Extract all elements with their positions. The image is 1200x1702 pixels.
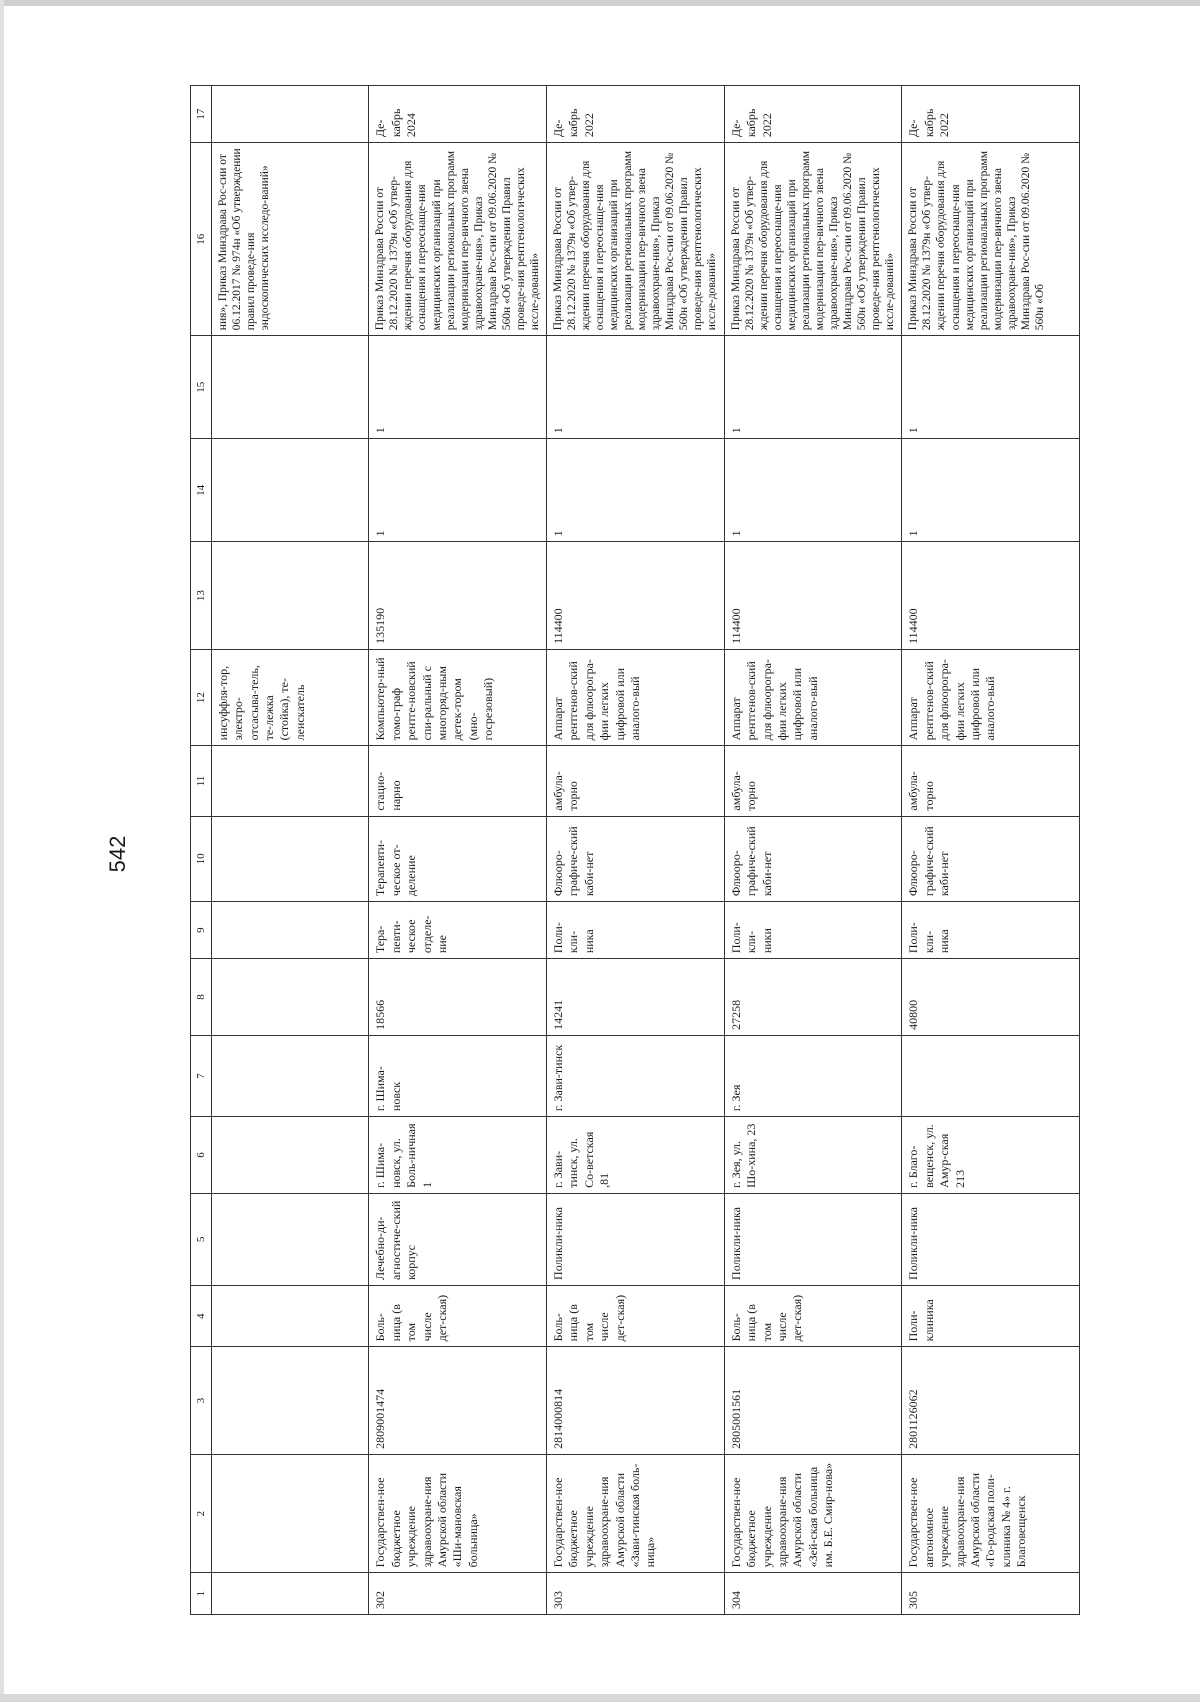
regulation-cell: Приказ Минздрава России от 28.12.2020 № 1379н «Об утвер-ждении перечня оборудования для оснащения и переоснаще-ния медицинских организаций при реализации региональных программ модернизации пер-вичного звена здравоохране-ния», Приказ Минздрава Рос-сии от 09.06.2020 № 560н «Об утверждении Правил проведе-ния рентгенологических иссле-дований» bbox=[724, 143, 902, 336]
facility-type-cell: Боль-ница (в том числе дет-ская) bbox=[369, 1285, 547, 1346]
settlement-cell: г. Зави-тинск bbox=[547, 1035, 725, 1116]
regulation-cell: Приказ Минздрава России от 28.12.2020 № 1379н «Об утвер-ждении перечня оборудования для оснащения и переоснаще-ния медицинских организаций при реализации региональных программ модернизации пер-вичного звена здравоохране-ния», Приказ Минздрава Рос-сии от 09.06.2020 № 560н «Об утверждении Правил проведе-ния рентгенологических иссле-дований» bbox=[369, 143, 547, 336]
equipment-cell: Аппарат рентгенов-ский для флюорогра-фии легких цифровой или аналого-вый bbox=[724, 649, 902, 746]
quantity-cell: 1 bbox=[902, 336, 1080, 439]
column-number: 12 bbox=[191, 649, 212, 746]
regulation-cell: Приказ Минздрава России от 28.12.2020 № 1379н «Об утвер-ждении перечня оборудования для оснащения и переоснаще-ния медицинских организаций при реализации региональных программ модернизации пер-вичного звена здравоохране-ния», Приказ Минздрава Рос-сии от 09.06.2020 № 560н «Об утверждении Правил проведе-ния рентгенологических иссле-дований» bbox=[547, 143, 725, 336]
column-number: 11 bbox=[191, 746, 212, 816]
inn-cell: 2805001561 bbox=[724, 1347, 902, 1454]
regulation-cell: ния», Приказ Минздрава Рос-сии от 06.12.2017 № 974н «Об утверждении правил проведе-ния эндоскопических исследо-ваний» bbox=[212, 143, 369, 336]
organization-cell: Государствен-ное бюджетное учреждение здравоохране-ния Амурской области «Зави-тинская боль-ница» bbox=[547, 1454, 725, 1572]
row-number-cell: 303 bbox=[547, 1573, 725, 1615]
column-number: 15 bbox=[191, 336, 212, 439]
settlement-cell: г. Зея bbox=[724, 1035, 902, 1116]
code-cell: 135190 bbox=[369, 542, 547, 649]
table-cell bbox=[212, 1454, 369, 1572]
population-cell: 40800 bbox=[902, 959, 1080, 1036]
equipment-cell: Аппарат рентгенов-ский для флюорогра-фии легких цифровой или аналого-вый bbox=[902, 649, 1080, 746]
organization-cell: Государствен-ное автономное учреждение здравоохране-ния Амурской области «Го-родская поли-клиника № 4» г. Благовещенск bbox=[902, 1454, 1080, 1572]
department-cell: Флюоро-графиче-ский каби-нет bbox=[724, 816, 902, 902]
table-cell bbox=[212, 816, 369, 902]
settlement-cell: г. Шима-новск bbox=[369, 1035, 547, 1116]
table-cell bbox=[212, 1117, 369, 1194]
facility-type-cell: Боль-ница (в том числе дет-ская) bbox=[547, 1285, 725, 1346]
table-row bbox=[547, 86, 725, 1615]
deadline-cell: Де-кабрь 2024 bbox=[369, 86, 547, 143]
population-cell: 14241 bbox=[547, 959, 725, 1036]
facility-type-cell: Поли-клиника bbox=[902, 1285, 1080, 1346]
column-number: 7 bbox=[191, 1035, 212, 1116]
row-number-cell: 305 bbox=[902, 1573, 1080, 1615]
column-number: 17 bbox=[191, 86, 212, 143]
address-cell: г. Зея, ул. Шо-хина, 23 bbox=[724, 1117, 902, 1194]
row-number-cell: 304 bbox=[724, 1573, 902, 1615]
division-cell: Поли-кли-ника bbox=[547, 902, 725, 959]
column-number: 1 bbox=[191, 1573, 212, 1615]
organization-cell: Государствен-ное бюджетное учреждение здравоохране-ния Амурской области «Зей-ская больница им. Б.Е. Смир-нова» bbox=[724, 1454, 902, 1572]
equipment-register-table bbox=[190, 85, 1080, 1615]
scan-edge-top bbox=[0, 0, 1200, 6]
equipment-cell: Аппарат рентгенов-ский для флюорогра-фии легких цифровой или аналого-вый bbox=[547, 649, 725, 746]
column-number: 3 bbox=[191, 1347, 212, 1454]
department-cell: Флюоро-графиче-ский каби-нет bbox=[547, 816, 725, 902]
department-cell: Терапевти-ческое от-деление bbox=[369, 816, 547, 902]
column-number: 5 bbox=[191, 1193, 212, 1285]
table-cell bbox=[212, 1573, 369, 1615]
population-cell: 27258 bbox=[724, 959, 902, 1036]
table-cell bbox=[212, 1285, 369, 1346]
table-cell bbox=[212, 746, 369, 816]
organization-cell: Государствен-ное бюджетное учреждение здравоохране-ния Амурской области «Ши-мановская больница» bbox=[369, 1454, 547, 1572]
column-number: 16 bbox=[191, 143, 212, 336]
building-cell: Поликли-ника bbox=[902, 1193, 1080, 1285]
column-number: 10 bbox=[191, 816, 212, 902]
division-cell: Поли-кли-ника bbox=[902, 902, 1080, 959]
scan-edge-left bbox=[0, 0, 4, 1702]
table-row bbox=[369, 86, 547, 1615]
quantity-cell: 1 bbox=[724, 439, 902, 542]
code-cell: 114400 bbox=[547, 542, 725, 649]
inn-cell: 2814000814 bbox=[547, 1347, 725, 1454]
column-number: 2 bbox=[191, 1454, 212, 1572]
inn-cell: 2801126062 bbox=[902, 1347, 1080, 1454]
quantity-cell: 1 bbox=[369, 336, 547, 439]
code-cell: 114400 bbox=[902, 542, 1080, 649]
column-number: 6 bbox=[191, 1117, 212, 1194]
equipment-cell: инсуффля-тор, электро-отсасыва-тель, те-лежка (стойка), те-леискатель bbox=[212, 649, 369, 746]
table-row bbox=[724, 86, 902, 1615]
address-cell: г. Зави-тинск, ул. Со-ветская ,81 bbox=[547, 1117, 725, 1194]
regulation-cell: Приказ Минздрава России от 28.12.2020 № 1379н «Об утвер-ждении перечня оборудования для оснащения и переоснаще-ния медицинских организаций при реализации региональных программ модернизации пер-вичного звена здравоохране-ния», Приказ Минздрава Рос-сии от 09.06.2020 № 560н «Об bbox=[902, 143, 1080, 336]
deadline-cell: Де-кабрь 2022 bbox=[724, 86, 902, 143]
column-number: 9 bbox=[191, 902, 212, 959]
table-row bbox=[902, 86, 1080, 1615]
column-number: 4 bbox=[191, 1285, 212, 1346]
code-cell: 114400 bbox=[724, 542, 902, 649]
row-number-cell: 302 bbox=[369, 1573, 547, 1615]
division-cell: Поли-кли-ники bbox=[724, 902, 902, 959]
population-cell: 18566 bbox=[369, 959, 547, 1036]
quantity-cell: 1 bbox=[547, 439, 725, 542]
equipment-cell: Компьютер-ный томо-граф рентге-новский спи-ральный с многоряд-ным детек-тором (мно-госрезовый) bbox=[369, 649, 547, 746]
care-form-cell: амбула-торно bbox=[724, 746, 902, 816]
deadline-cell: Де-кабрь 2022 bbox=[902, 86, 1080, 143]
address-cell: г. Благо-вещенск, ул. Амур-ская 213 bbox=[902, 1117, 1080, 1194]
table-cell bbox=[212, 1193, 369, 1285]
building-cell: Поликли-ника bbox=[724, 1193, 902, 1285]
care-form-cell: амбула-торно bbox=[902, 746, 1080, 816]
care-form-cell: стацио-нарно bbox=[369, 746, 547, 816]
deadline-cell: Де-кабрь 2022 bbox=[547, 86, 725, 143]
building-cell: Поликли-ника bbox=[547, 1193, 725, 1285]
column-number: 13 bbox=[191, 542, 212, 649]
continuation-row bbox=[212, 86, 369, 1615]
table-cell bbox=[212, 902, 369, 959]
page-number: 542 bbox=[105, 835, 130, 873]
table-cell bbox=[212, 542, 369, 649]
table-cell bbox=[212, 959, 369, 1036]
quantity-cell: 1 bbox=[724, 336, 902, 439]
column-number: 14 bbox=[191, 439, 212, 542]
quantity-cell: 1 bbox=[369, 439, 547, 542]
address-cell: г. Шима-новск, ул. Боль-ничная 1 bbox=[369, 1117, 547, 1194]
facility-type-cell: Боль-ница (в том числе дет-ская) bbox=[724, 1285, 902, 1346]
column-number-row bbox=[191, 86, 212, 1615]
rotated-table-wrapper bbox=[190, 85, 1080, 1615]
column-number: 8 bbox=[191, 959, 212, 1036]
quantity-cell: 1 bbox=[902, 439, 1080, 542]
building-cell: Лечебно-ди-агностиче-ский корпус bbox=[369, 1193, 547, 1285]
settlement-cell bbox=[902, 1035, 1080, 1116]
department-cell: Флюоро-графиче-ский каби-нет bbox=[902, 816, 1080, 902]
care-form-cell: амбула-торно bbox=[547, 746, 725, 816]
table-cell bbox=[212, 86, 369, 143]
table-cell bbox=[212, 336, 369, 439]
table-cell bbox=[212, 1035, 369, 1116]
table-cell bbox=[212, 1347, 369, 1454]
table-cell bbox=[212, 439, 369, 542]
division-cell: Тера-певти-ческое отделе-ние bbox=[369, 902, 547, 959]
inn-cell: 2809001474 bbox=[369, 1347, 547, 1454]
quantity-cell: 1 bbox=[547, 336, 725, 439]
scan-edge-bottom bbox=[0, 1694, 1200, 1702]
